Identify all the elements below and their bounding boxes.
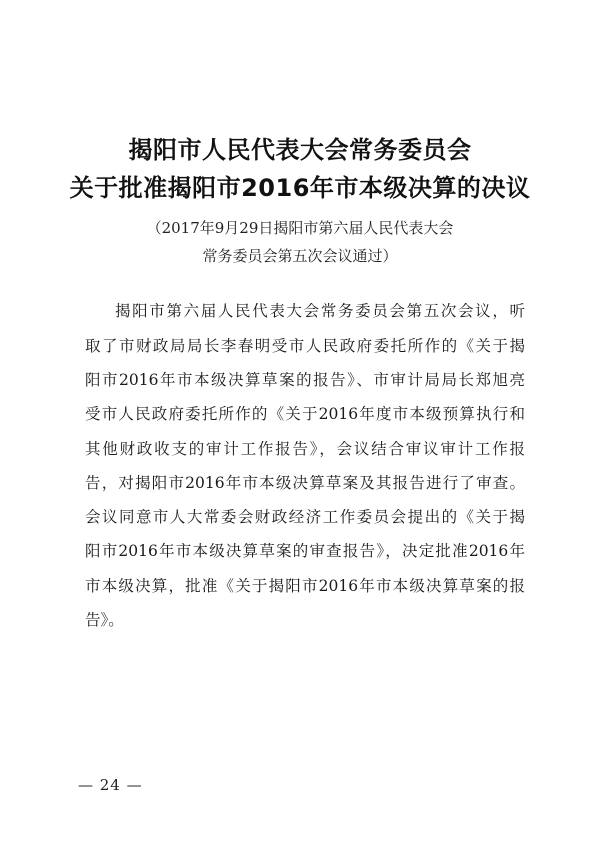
body-line: 阳市2016年市本级决算草案的审查报告》，决定批准2016年	[85, 542, 525, 560]
body-line: 告》。	[85, 611, 124, 629]
page-number: — 24 —	[78, 776, 143, 794]
document-subtitle-line-1: （2017年9月29日揭阳市第六届人民代表大会	[146, 219, 454, 237]
document-title-line-2: 关于批准揭阳市2016年市本级决算的决议	[69, 174, 531, 202]
body-line: 会议同意市人大常委会财政经济工作委员会提出的《关于揭	[85, 508, 525, 526]
body-line: 揭阳市第六届人民代表大会常务委员会第五次会议，听	[115, 302, 525, 320]
body-line: 市本级决算，批准《关于揭阳市2016年市本级决算草案的报	[85, 577, 525, 595]
document-title-line-1: 揭阳市人民代表大会常务委员会	[128, 136, 472, 164]
body-line: 取了市财政局局长李春明受市人民政府委托所作的《关于揭	[85, 337, 525, 355]
body-line: 阳市2016年市本级决算草案的报告》、市审计局局长郑旭亮	[85, 371, 525, 389]
document-subtitle-line-2: 常务委员会第五次会议通过）	[202, 247, 398, 265]
body-line: 受市人民政府委托所作的《关于2016年度市本级预算执行和	[85, 405, 525, 423]
body-line: 告，对揭阳市2016年市本级决算草案及其报告进行了审查。	[85, 474, 525, 492]
body-line: 其他财政收支的审计工作报告》，会议结合审议审计工作报	[85, 440, 525, 458]
